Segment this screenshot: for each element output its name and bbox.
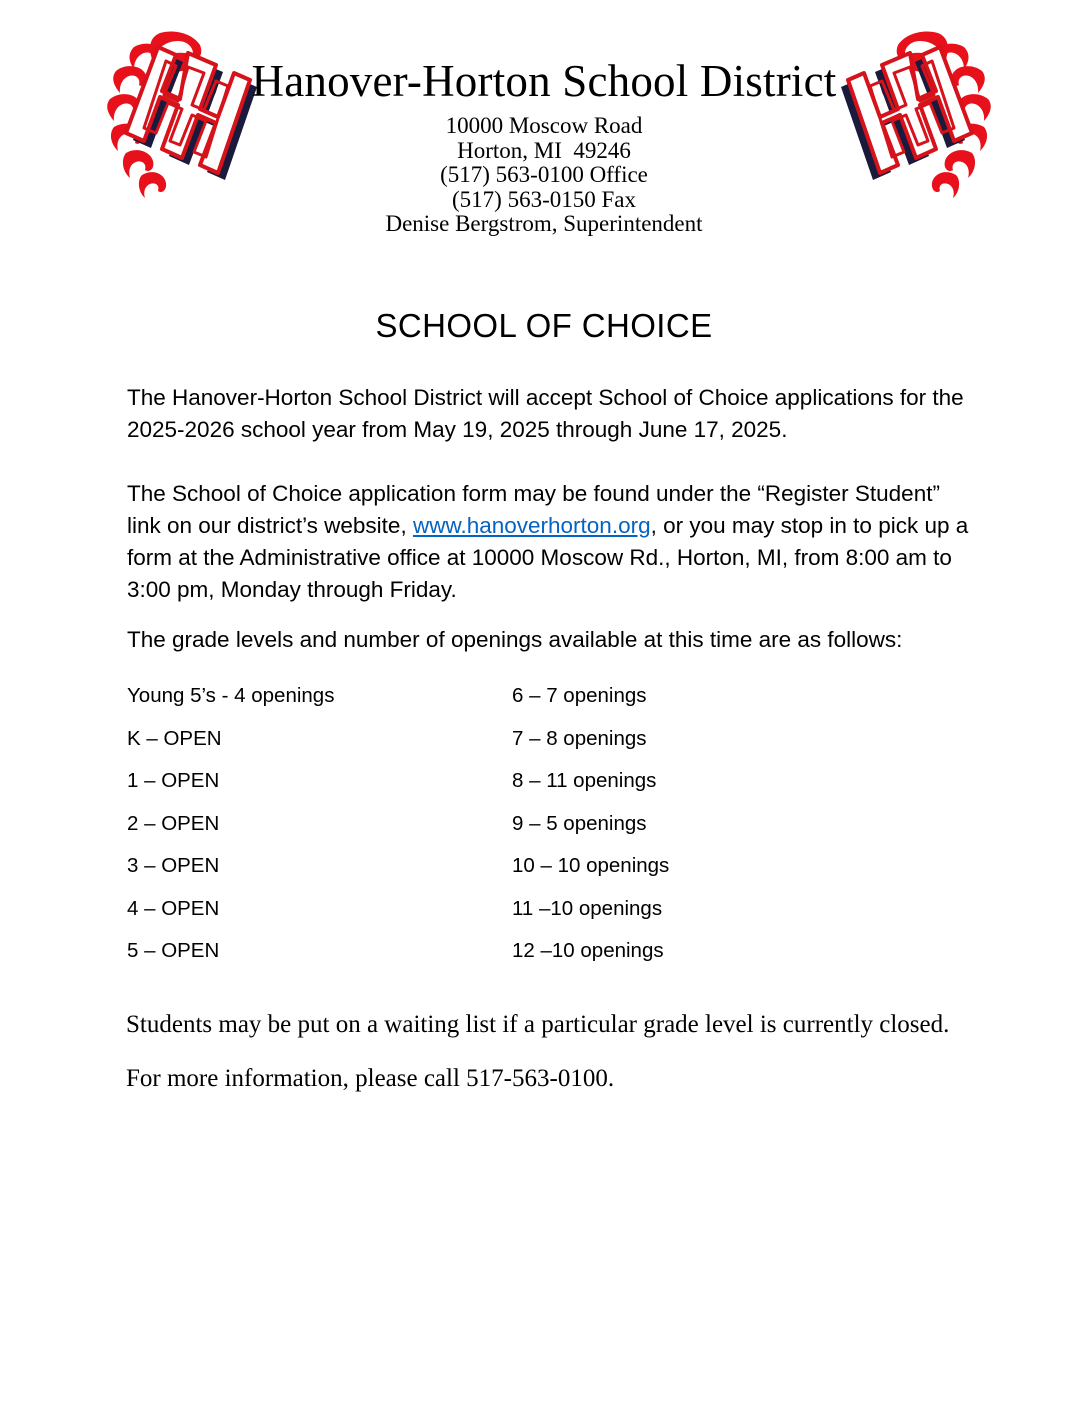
table-row [127,727,972,770]
grade-cell-right: 9 – 5 openings [512,811,647,835]
address-line: Horton, MI 49246 [457,137,631,163]
page-title: SCHOOL OF CHOICE [375,307,713,344]
address-line: 10000 Moscow Road [445,113,643,138]
paragraph-text-after-link: , or you may stop in to pick up a form at the Administrative office at 10000 Moscow Rd., Horton, MI, from 8:00 am to 3:00 pm, Monday through Friday. [127,513,969,602]
grade-cell-right: 10 – 10 openings [512,854,670,877]
grade-cell-left: 2 – OPEN [127,811,220,835]
grade-cell-right: 7 – 8 openings [512,726,647,750]
letterhead-text [180,55,908,237]
table-row [127,769,972,812]
paragraph-waiting-list: Students may be put on a waiting list if a particular grade level is currently closed. [126,1011,950,1038]
table-row [127,812,972,855]
grade-cell-left: 3 – OPEN [127,854,220,877]
address-line: (517) 563-0100 Office [440,162,648,187]
address-block [180,114,908,237]
grade-cell-left: K – OPEN [127,726,222,750]
paragraph-openings-intro: The grade levels and number of openings available at this time are as follows: [127,627,903,652]
grade-cell-left: 4 – OPEN [127,896,220,920]
paragraph-contact: For more information, please call 517-563-0100. [126,1065,615,1092]
address-line: (517) 563-0150 Fax [452,186,636,212]
district-website-link[interactable]: www.hanoverhorton.org [412,513,651,538]
grade-cell-right: 6 – 7 openings [512,684,647,707]
grade-cell-left: 1 – OPEN [127,769,220,792]
paragraph-text-before-link: The School of Choice application form may be found under the “Register Student” link on our district’s website, [127,481,940,538]
address-line: Denise Bergstrom, Superintendent [385,211,703,236]
grade-cell-left: 5 – OPEN [127,939,220,962]
table-row [127,854,972,897]
grade-cell-right: 11 –10 openings [512,896,663,920]
grade-cell-right: 12 –10 openings [512,939,664,962]
table-row [127,897,972,940]
grade-cell-left: Young 5’s - 4 openings [127,684,335,707]
letterhead [0,0,1088,260]
grade-cell-right: 8 – 11 openings [512,769,657,792]
table-row [127,684,972,727]
paragraph-how-to-apply [127,478,972,606]
grade-openings-table [127,684,972,982]
district-name: Hanover-Horton School District [251,56,837,106]
table-row [127,939,972,982]
paragraph-application-window: The Hanover-Horton School District will accept School of Choice applications for the 2025-2026 school year from May 19, 2025 through June 17, 2025. [127,385,964,442]
